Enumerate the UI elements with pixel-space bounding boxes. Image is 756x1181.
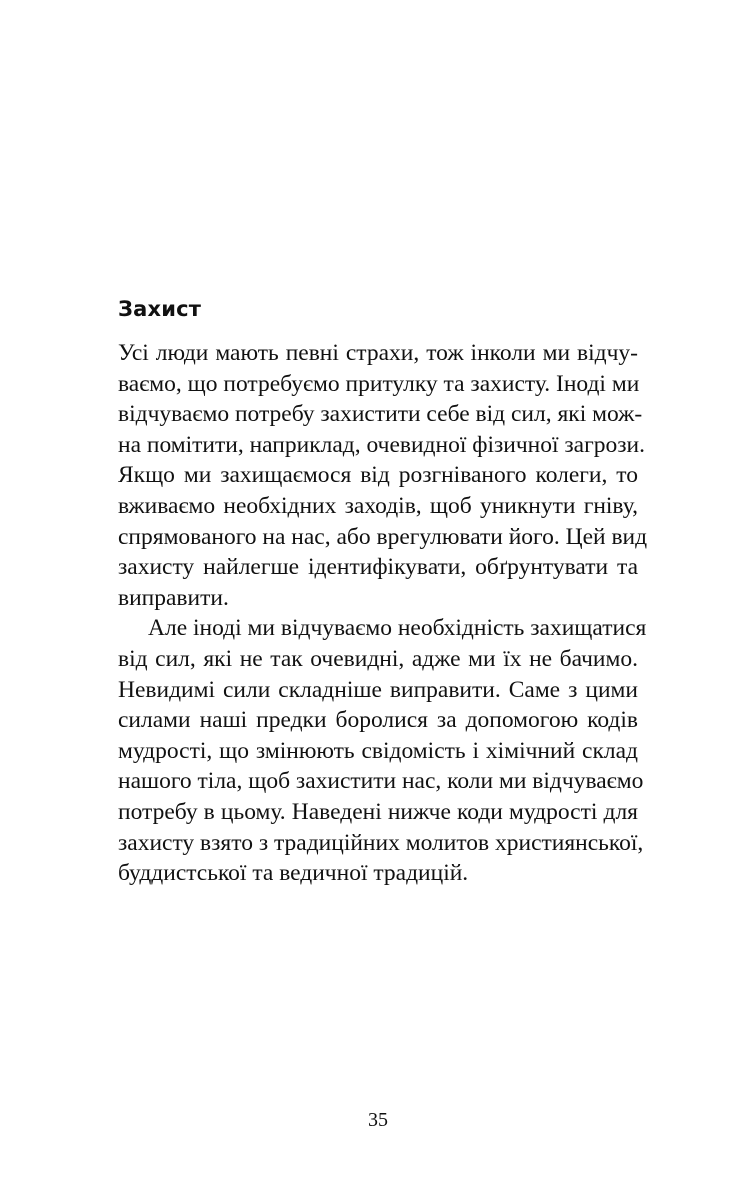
- text-line: на помітити, наприклад, очевидної фізичної загрози.: [118, 431, 645, 458]
- body-text: [118, 338, 648, 889]
- text-line: силами наші предки боролися за допомогою кодів: [118, 707, 638, 734]
- paragraph-1: [118, 338, 648, 613]
- text-line: нашого тіла, щоб захистити нас, коли ми відчуваємо: [118, 768, 644, 795]
- text-line: Якщо ми захищаємося від розгніваного колеги, то: [118, 462, 638, 489]
- paragraph-2: [118, 613, 647, 888]
- text-line: Усі люди мають певні страхи, тож інколи ми відчу-: [118, 340, 638, 366]
- text-line: потребу в цьому. Наведені нижче коди мудрості для: [118, 798, 638, 825]
- text-line: відчуваємо потребу захистити себе від сил, які мож-: [118, 401, 643, 428]
- text-line: від сил, які не так очевидні, адже ми їх не бачимо.: [118, 645, 638, 672]
- text-line: Невидимі сили складніше виправити. Саме з цими: [118, 676, 638, 703]
- text-line: захисту взято з традиційних молитов християнської,: [118, 829, 644, 856]
- text-line: мудрості, що змінюють свідомість і хімічний склад: [118, 737, 638, 764]
- text-line: спрямованого на нас, або врегулювати його. Цей вид: [118, 523, 648, 550]
- text-line: виправити.: [118, 584, 229, 611]
- text-line: захисту найлегше ідентифікувати, обґрунтувати та: [118, 554, 638, 581]
- text-line: вживаємо необхідних заходів, щоб уникнути гніву,: [118, 492, 638, 519]
- page-number: 35: [368, 1109, 388, 1131]
- text-line: буддистської та ведичної традицій.: [118, 860, 469, 887]
- section-heading: Захист: [118, 297, 202, 321]
- text-line: ваємо, що потребуємо притулку та захисту. Іноді ми: [118, 370, 640, 397]
- text-line: Але іноді ми відчуваємо необхідність захищатися: [148, 615, 647, 642]
